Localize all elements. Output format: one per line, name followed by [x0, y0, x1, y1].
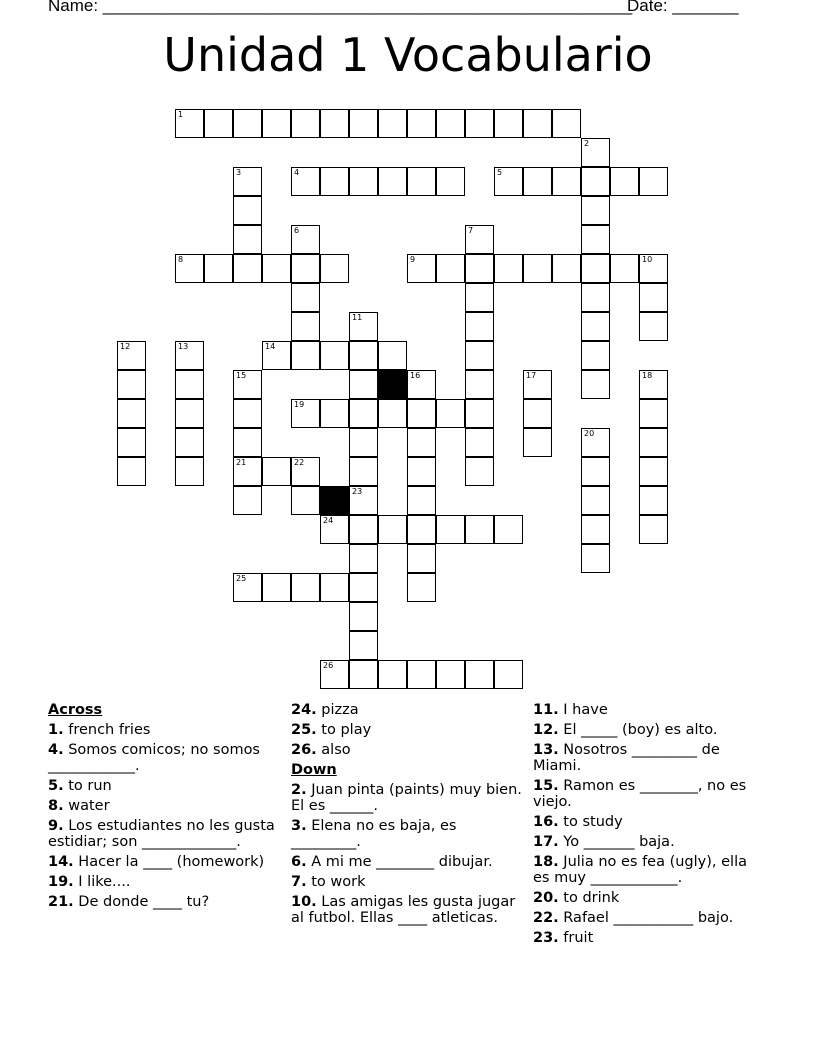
clue-item-text: Somos comicos; no somos ____________. — [48, 742, 260, 774]
clue-item-text: french fries — [63, 722, 151, 738]
clue-item — [533, 890, 765, 906]
grid-cell[interactable] — [436, 167, 465, 196]
grid-cell[interactable] — [581, 457, 610, 486]
grid-cell[interactable] — [175, 457, 204, 486]
grid-cell[interactable] — [204, 254, 233, 283]
grid-cell[interactable] — [233, 457, 262, 486]
grid-cell[interactable] — [581, 486, 610, 515]
grid-cell[interactable] — [233, 428, 262, 457]
grid-cell[interactable] — [523, 109, 552, 138]
clue-item-text: De donde ____ tu? — [73, 894, 210, 910]
grid-cell[interactable] — [639, 312, 668, 341]
grid-cell[interactable] — [581, 515, 610, 544]
grid-cell[interactable] — [436, 109, 465, 138]
grid-cell[interactable] — [523, 428, 552, 457]
grid-cell[interactable] — [407, 428, 436, 457]
clue-item — [291, 854, 523, 870]
clue-item — [533, 722, 765, 738]
grid-cell[interactable] — [349, 544, 378, 573]
grid-cell[interactable] — [262, 109, 291, 138]
grid-cell[interactable] — [407, 544, 436, 573]
grid-cell[interactable] — [291, 167, 320, 196]
grid-cell[interactable] — [407, 109, 436, 138]
clue-number: 4 — [294, 168, 300, 177]
grid-cell[interactable] — [494, 515, 523, 544]
across-heading: Across — [48, 702, 103, 718]
grid-cell[interactable] — [233, 486, 262, 515]
grid-cell[interactable] — [639, 515, 668, 544]
grid-cell[interactable] — [581, 138, 610, 167]
grid-cell[interactable] — [581, 167, 610, 196]
grid-cell[interactable] — [436, 515, 465, 544]
grid-cell[interactable] — [233, 573, 262, 602]
grid-cell[interactable] — [320, 254, 349, 283]
grid-cell[interactable] — [465, 660, 494, 689]
clue-item — [48, 874, 280, 890]
grid-cell[interactable] — [581, 283, 610, 312]
clue-item-text: Las amigas les gusta jugar al futbol. Ellas ____ atleticas. — [291, 894, 516, 926]
grid-cell[interactable] — [581, 196, 610, 225]
clue-item-text: pizza — [316, 702, 359, 718]
clue-item-number: 26. — [291, 742, 317, 758]
clue-item-text: to study — [558, 814, 623, 830]
grid-cell[interactable] — [523, 399, 552, 428]
grid-cell[interactable] — [204, 109, 233, 138]
grid-cell[interactable] — [465, 370, 494, 399]
clue-item — [48, 742, 280, 774]
clue-number: 22 — [294, 458, 305, 467]
grid-cell[interactable] — [639, 486, 668, 515]
grid-cell[interactable] — [233, 225, 262, 254]
clue-item — [291, 742, 523, 758]
grid-cell[interactable] — [291, 312, 320, 341]
clue-item — [533, 854, 765, 886]
clue-number: 26 — [323, 661, 334, 670]
grid-cell[interactable] — [378, 515, 407, 544]
clue-item-text: I have — [558, 702, 608, 718]
grid-cell[interactable] — [262, 573, 291, 602]
grid-cell[interactable] — [465, 428, 494, 457]
clue-item — [48, 818, 280, 850]
grid-cell[interactable] — [552, 109, 581, 138]
grid-cell[interactable] — [291, 283, 320, 312]
clue-item — [291, 722, 523, 738]
grid-cell[interactable] — [407, 486, 436, 515]
grid-cell[interactable] — [117, 399, 146, 428]
clue-number: 6 — [294, 226, 300, 235]
grid-cell[interactable] — [349, 515, 378, 544]
grid-cell[interactable] — [349, 341, 378, 370]
grid-cell[interactable] — [233, 254, 262, 283]
grid-cell[interactable] — [349, 573, 378, 602]
grid-cell[interactable] — [581, 341, 610, 370]
clue-item-number: 11. — [533, 702, 559, 718]
clue-number: 11 — [352, 313, 363, 322]
clue-item-number: 4. — [48, 742, 64, 758]
clue-item-text: I like.... — [73, 874, 131, 890]
clue-item-number: 7. — [291, 874, 307, 890]
grid-cell[interactable] — [378, 109, 407, 138]
clue-number: 18 — [642, 371, 653, 380]
grid-cell[interactable] — [117, 341, 146, 370]
clue-item-number: 25. — [291, 722, 317, 738]
grid-cell[interactable] — [378, 167, 407, 196]
grid-cell[interactable] — [407, 399, 436, 428]
clue-item — [533, 778, 765, 810]
clue-item-number: 10. — [291, 894, 317, 910]
clue-item — [533, 910, 765, 926]
grid-cell[interactable] — [465, 399, 494, 428]
grid-cell[interactable] — [117, 457, 146, 486]
grid-cell[interactable] — [175, 341, 204, 370]
grid-cell[interactable] — [436, 254, 465, 283]
clue-item-text: also — [316, 742, 351, 758]
grid-cell[interactable] — [291, 486, 320, 515]
clue-item — [291, 702, 523, 718]
clue-item-number: 19. — [48, 874, 74, 890]
grid-cell[interactable] — [494, 109, 523, 138]
clue-item-number: 15. — [533, 778, 559, 794]
clue-item — [48, 798, 280, 814]
grid-cell[interactable] — [320, 660, 349, 689]
grid-cell[interactable] — [465, 225, 494, 254]
grid-cell[interactable] — [233, 370, 262, 399]
clue-number: 24 — [323, 516, 334, 525]
grid-cell[interactable] — [610, 167, 639, 196]
grid-cell[interactable] — [233, 399, 262, 428]
grid-cell[interactable] — [639, 254, 668, 283]
grid-cell[interactable] — [349, 457, 378, 486]
clue-number: 25 — [236, 574, 247, 583]
clue-item-number: 1. — [48, 722, 64, 738]
grid-cell[interactable] — [407, 660, 436, 689]
clue-item-text: to play — [316, 722, 372, 738]
clue-item — [291, 818, 523, 850]
grid-cell[interactable] — [320, 341, 349, 370]
clue-item-number: 5. — [48, 778, 64, 794]
down-heading: Down — [291, 762, 337, 778]
clue-item-number: 18. — [533, 854, 559, 870]
grid-cell[interactable] — [291, 573, 320, 602]
grid-cell[interactable] — [291, 254, 320, 283]
clue-item-number: 22. — [533, 910, 559, 926]
grid-cell[interactable] — [349, 602, 378, 631]
clue-number: 23 — [352, 487, 363, 496]
grid-cell[interactable] — [465, 254, 494, 283]
clue-item — [291, 874, 523, 890]
grid-cell[interactable] — [436, 660, 465, 689]
clue-item — [533, 742, 765, 774]
grid-cell[interactable] — [465, 283, 494, 312]
grid-cell[interactable] — [407, 515, 436, 544]
clue-item-number: 20. — [533, 890, 559, 906]
clue-number: 3 — [236, 168, 242, 177]
page-title: Unidad 1 Vocabulario — [163, 28, 653, 82]
grid-cell[interactable] — [117, 370, 146, 399]
grid-cell[interactable] — [320, 167, 349, 196]
grid-cell[interactable] — [349, 428, 378, 457]
clue-item-number: 16. — [533, 814, 559, 830]
clue-item-number: 17. — [533, 834, 559, 850]
clue-number: 20 — [584, 429, 595, 438]
clue-item-text: Elena no es baja, es _________. — [291, 818, 457, 850]
grid-cell[interactable] — [349, 109, 378, 138]
clue-item — [533, 702, 765, 718]
clue-item — [291, 894, 523, 926]
grid-cell[interactable] — [291, 109, 320, 138]
clue-item-text: to drink — [558, 890, 620, 906]
clue-item-text: Hacer la ____ (homework) — [73, 854, 265, 870]
grid-cell[interactable] — [581, 544, 610, 573]
grid-cell[interactable] — [233, 109, 262, 138]
grid-cell[interactable] — [581, 312, 610, 341]
grid-cell[interactable] — [407, 370, 436, 399]
clues-column-2 — [291, 702, 523, 930]
clue-item-number: 23. — [533, 930, 559, 946]
clue-item-text: Ramon es ________, no es viejo. — [533, 778, 747, 810]
clue-item-number: 8. — [48, 798, 64, 814]
grid-cell[interactable] — [378, 399, 407, 428]
clue-item-number: 14. — [48, 854, 74, 870]
clue-number: 16 — [410, 371, 421, 380]
grid-cell[interactable] — [581, 370, 610, 399]
grid-cell[interactable] — [320, 399, 349, 428]
grid-cell[interactable] — [465, 341, 494, 370]
clue-item — [533, 930, 765, 946]
clue-number: 8 — [178, 255, 184, 264]
grid-cell[interactable] — [233, 196, 262, 225]
clue-item — [533, 814, 765, 830]
grid-cell[interactable] — [639, 283, 668, 312]
clue-number: 19 — [294, 400, 305, 409]
grid-cell[interactable] — [407, 167, 436, 196]
grid-cell[interactable] — [378, 341, 407, 370]
grid-cell[interactable] — [523, 370, 552, 399]
clue-item — [48, 854, 280, 870]
clue-number: 21 — [236, 458, 247, 467]
grid-cell[interactable] — [639, 457, 668, 486]
date-field-label[interactable]: Date: _______ — [627, 0, 739, 15]
grid-cell[interactable] — [291, 341, 320, 370]
grid-cell[interactable] — [465, 457, 494, 486]
clue-number: 15 — [236, 371, 247, 380]
clue-item-text: Rafael ___________ bajo. — [558, 910, 734, 926]
grid-cell[interactable] — [262, 457, 291, 486]
clue-item-text: Juan pinta (paints) muy bien. El es ______. — [291, 782, 522, 814]
grid-cell[interactable] — [175, 254, 204, 283]
clue-item-text: water — [63, 798, 110, 814]
grid-cell[interactable] — [349, 660, 378, 689]
grid-cell[interactable] — [291, 457, 320, 486]
grid-cell[interactable] — [117, 428, 146, 457]
clue-number: 2 — [584, 139, 590, 148]
grid-cell[interactable] — [436, 399, 465, 428]
clue-item-text: to work — [306, 874, 366, 890]
clue-item-text: Los estudiantes no les gusta estidiar; son _____________. — [48, 818, 275, 850]
clue-number: 10 — [642, 255, 653, 264]
clue-item — [291, 782, 523, 814]
clue-item-text: to run — [63, 778, 112, 794]
clue-item-number: 21. — [48, 894, 74, 910]
grid-cell[interactable] — [320, 515, 349, 544]
clue-item — [48, 778, 280, 794]
grid-cell[interactable] — [639, 399, 668, 428]
grid-cell[interactable] — [349, 399, 378, 428]
clue-item-number: 9. — [48, 818, 64, 834]
clue-item-number: 13. — [533, 742, 559, 758]
clue-item-number: 24. — [291, 702, 317, 718]
clue-item-number: 3. — [291, 818, 307, 834]
grid-cell[interactable] — [320, 109, 349, 138]
clue-item-number: 2. — [291, 782, 307, 798]
grid-cell[interactable] — [291, 225, 320, 254]
clue-item — [533, 834, 765, 850]
grid-cell[interactable] — [378, 660, 407, 689]
clue-number: 7 — [468, 226, 474, 235]
grid-cell[interactable] — [494, 254, 523, 283]
grid-cell[interactable] — [523, 254, 552, 283]
black-cell — [378, 370, 407, 399]
clue-number: 12 — [120, 342, 131, 351]
name-field-label[interactable]: Name: ________________________________________________________ — [48, 0, 633, 15]
clue-item-number: 6. — [291, 854, 307, 870]
black-cell — [320, 486, 349, 515]
grid-cell[interactable] — [175, 370, 204, 399]
clues-column-3 — [533, 702, 765, 950]
grid-cell[interactable] — [552, 167, 581, 196]
grid-cell[interactable] — [349, 370, 378, 399]
grid-cell[interactable] — [349, 312, 378, 341]
grid-cell[interactable] — [465, 515, 494, 544]
clue-item — [48, 722, 280, 738]
grid-cell[interactable] — [465, 109, 494, 138]
clues-column-1 — [48, 702, 280, 914]
grid-cell[interactable] — [465, 312, 494, 341]
clue-number: 13 — [178, 342, 189, 351]
clue-item-text: Nosotros _________ de Miami. — [533, 742, 720, 774]
grid-cell[interactable] — [581, 254, 610, 283]
grid-cell[interactable] — [639, 370, 668, 399]
grid-cell[interactable] — [291, 399, 320, 428]
clue-item-text: fruit — [558, 930, 594, 946]
grid-cell[interactable] — [407, 254, 436, 283]
clue-item — [48, 894, 280, 910]
grid-cell[interactable] — [407, 573, 436, 602]
grid-cell[interactable] — [349, 486, 378, 515]
grid-cell[interactable] — [639, 428, 668, 457]
grid-cell[interactable] — [494, 167, 523, 196]
grid-cell[interactable] — [610, 254, 639, 283]
grid-cell[interactable] — [552, 254, 581, 283]
clue-item-text: Yo _______ baja. — [558, 834, 675, 850]
grid-cell[interactable] — [175, 399, 204, 428]
grid-cell[interactable] — [581, 428, 610, 457]
clue-number: 9 — [410, 255, 416, 264]
grid-cell[interactable] — [581, 225, 610, 254]
clue-item-number: 12. — [533, 722, 559, 738]
grid-cell[interactable] — [175, 109, 204, 138]
clue-item-text: Julia no es fea (ugly), ella es muy ____________. — [533, 854, 747, 886]
clue-number: 17 — [526, 371, 537, 380]
grid-cell[interactable] — [349, 631, 378, 660]
grid-cell[interactable] — [175, 428, 204, 457]
grid-cell[interactable] — [349, 167, 378, 196]
grid-cell[interactable] — [407, 457, 436, 486]
clue-number: 1 — [178, 110, 184, 119]
grid-cell[interactable] — [320, 573, 349, 602]
clue-item-text: A mi me ________ dibujar. — [306, 854, 493, 870]
clue-number: 5 — [497, 168, 503, 177]
clue-number: 14 — [265, 342, 276, 351]
grid-cell[interactable] — [262, 254, 291, 283]
grid-cell[interactable] — [523, 167, 552, 196]
grid-cell[interactable] — [262, 341, 291, 370]
grid-cell[interactable] — [639, 167, 668, 196]
grid-cell[interactable] — [233, 167, 262, 196]
grid-cell[interactable] — [494, 660, 523, 689]
clue-item-text: El _____ (boy) es alto. — [558, 722, 718, 738]
